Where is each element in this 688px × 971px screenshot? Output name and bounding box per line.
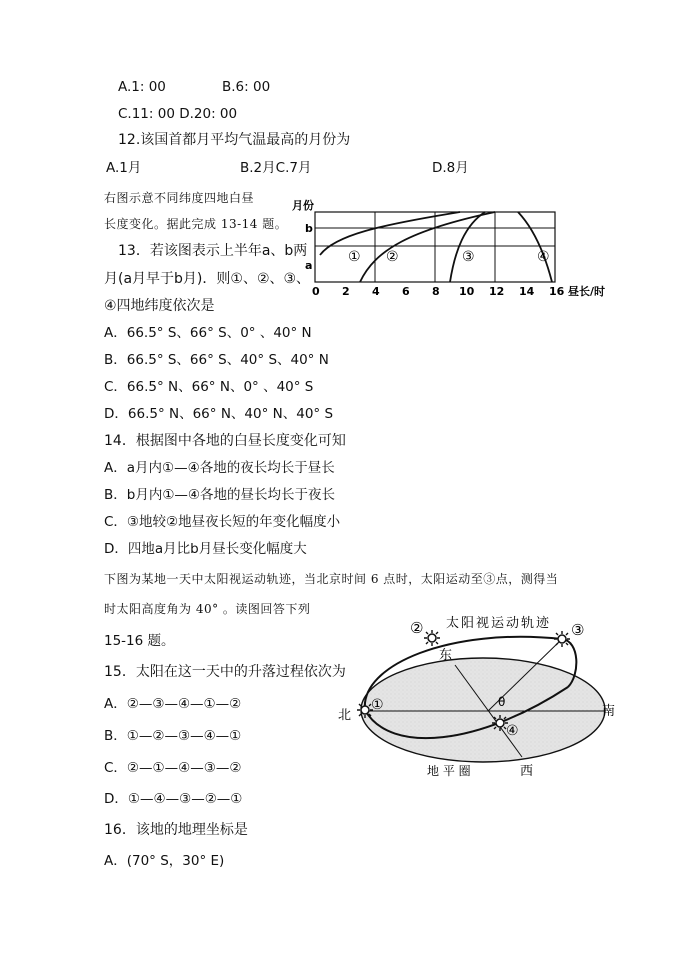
x-tick-6: 6: [402, 285, 410, 298]
label-east: 东: [439, 648, 453, 663]
q11-option-a: A.1: 00: [118, 79, 166, 95]
point-label-3: ③: [571, 621, 585, 639]
intro-15-16-line1: 下图为某地一天中太阳视运动轨迹，当北京时间 6 点时，太阳运动至③点，测得当: [104, 572, 559, 586]
q12-option-d: D.8月: [432, 160, 469, 176]
curve-2: [360, 212, 495, 282]
point-label-1: ①: [371, 697, 384, 713]
point-label-4: ④: [506, 723, 519, 739]
y-tick-b: b: [305, 222, 313, 235]
label-theta: θ: [498, 695, 506, 709]
q14-option-c: C．③地较②地昼夜长短的年变化幅度小: [104, 514, 341, 530]
q16-option-a: A．(70° S，30° E): [104, 853, 225, 869]
q14-option-a: A．a月内①—④各地的夜长均长于昼长: [104, 460, 335, 476]
curve-label-2: ②: [386, 249, 399, 265]
q12-stem: 12.该国首都月平均气温最高的月份为: [118, 132, 351, 148]
y-axis-title: 月份: [292, 199, 314, 212]
intro-15-16-line3: 15-16 题。: [104, 633, 175, 649]
curve-label-1: ①: [348, 249, 361, 265]
curve-4: [518, 212, 552, 282]
sun-icon-3: [554, 631, 570, 647]
label-north: 北: [338, 708, 352, 723]
q11-option-b: B.6: 00: [222, 79, 271, 95]
q13-stem-line2: 月(a月早于b月)．则①、②、③、: [104, 271, 311, 287]
q15-option-c: C．②—①—④—③—②: [104, 760, 242, 776]
daylength-chart: [290, 195, 620, 305]
point-label-2: ②: [410, 619, 424, 637]
q15-option-a: A．②—③—④—①—②: [104, 696, 242, 712]
q15-option-b: B．①—②—③—④—①: [104, 728, 242, 744]
q15-stem: 15．太阳在这一天中的升落过程依次为: [104, 664, 346, 680]
q13-option-d: D．66.5° N、66° N、40° N、40° S: [104, 406, 334, 422]
x-tick-10: 10: [459, 285, 475, 298]
curve-label-3: ③: [462, 249, 475, 265]
horizon-plane: [361, 658, 605, 762]
q13-stem-line3: ④四地纬度依次是: [104, 298, 215, 314]
q13-stem-line1: 13．若该图表示上半年a、b两: [118, 243, 308, 259]
q14-option-d: D．四地a月比b月昼长变化幅度大: [104, 541, 307, 557]
label-horizon: 地 平 圈: [427, 764, 471, 778]
intro-13-14-line1: 右图示意不同纬度四地白昼: [104, 191, 255, 205]
x-tick-8: 8: [432, 285, 440, 298]
q16-stem: 16．该地的地理坐标是: [104, 822, 248, 838]
q11-option-cd: C.11: 00 D.20: 00: [118, 106, 238, 122]
x-axis-title: 昼长/时: [568, 285, 606, 298]
x-tick-14: 14: [519, 285, 535, 298]
sun-icon-2: [424, 630, 440, 646]
label-south: 南: [602, 704, 616, 719]
label-west: 西: [520, 764, 534, 779]
sun-path-title: 太阳视运动轨迹: [446, 616, 552, 631]
q13-option-a: A．66.5° S、66° S、0° 、40° N: [104, 325, 312, 341]
sun-path-diagram: [330, 605, 630, 785]
q14-option-b: B．b月内①—④各地的昼长均长于夜长: [104, 487, 336, 503]
q12-option-a: A.1月: [106, 160, 142, 176]
q13-option-c: C．66.5° N、66° N、0° 、40° S: [104, 379, 314, 395]
x-tick-2: 2: [342, 285, 350, 298]
y-tick-a: a: [305, 259, 313, 272]
x-tick-0: 0: [312, 285, 320, 298]
curve-label-4: ④: [537, 249, 550, 265]
intro-13-14-line2: 长度变化。据此完成 13-14 题。: [104, 217, 288, 231]
x-tick-16: 16: [549, 285, 565, 298]
q12-option-bc: B.2月C.7月: [240, 160, 312, 176]
q14-stem: 14．根据图中各地的白昼长度变化可知: [104, 433, 346, 449]
q15-option-d: D．①—④—③—②—①: [104, 791, 243, 807]
q13-option-b: B．66.5° S、66° S、40° S、40° N: [104, 352, 329, 368]
intro-15-16-line2: 时太阳高度角为 40° 。读图回答下列: [104, 602, 311, 616]
x-tick-12: 12: [489, 285, 505, 298]
x-tick-4: 4: [372, 285, 380, 298]
